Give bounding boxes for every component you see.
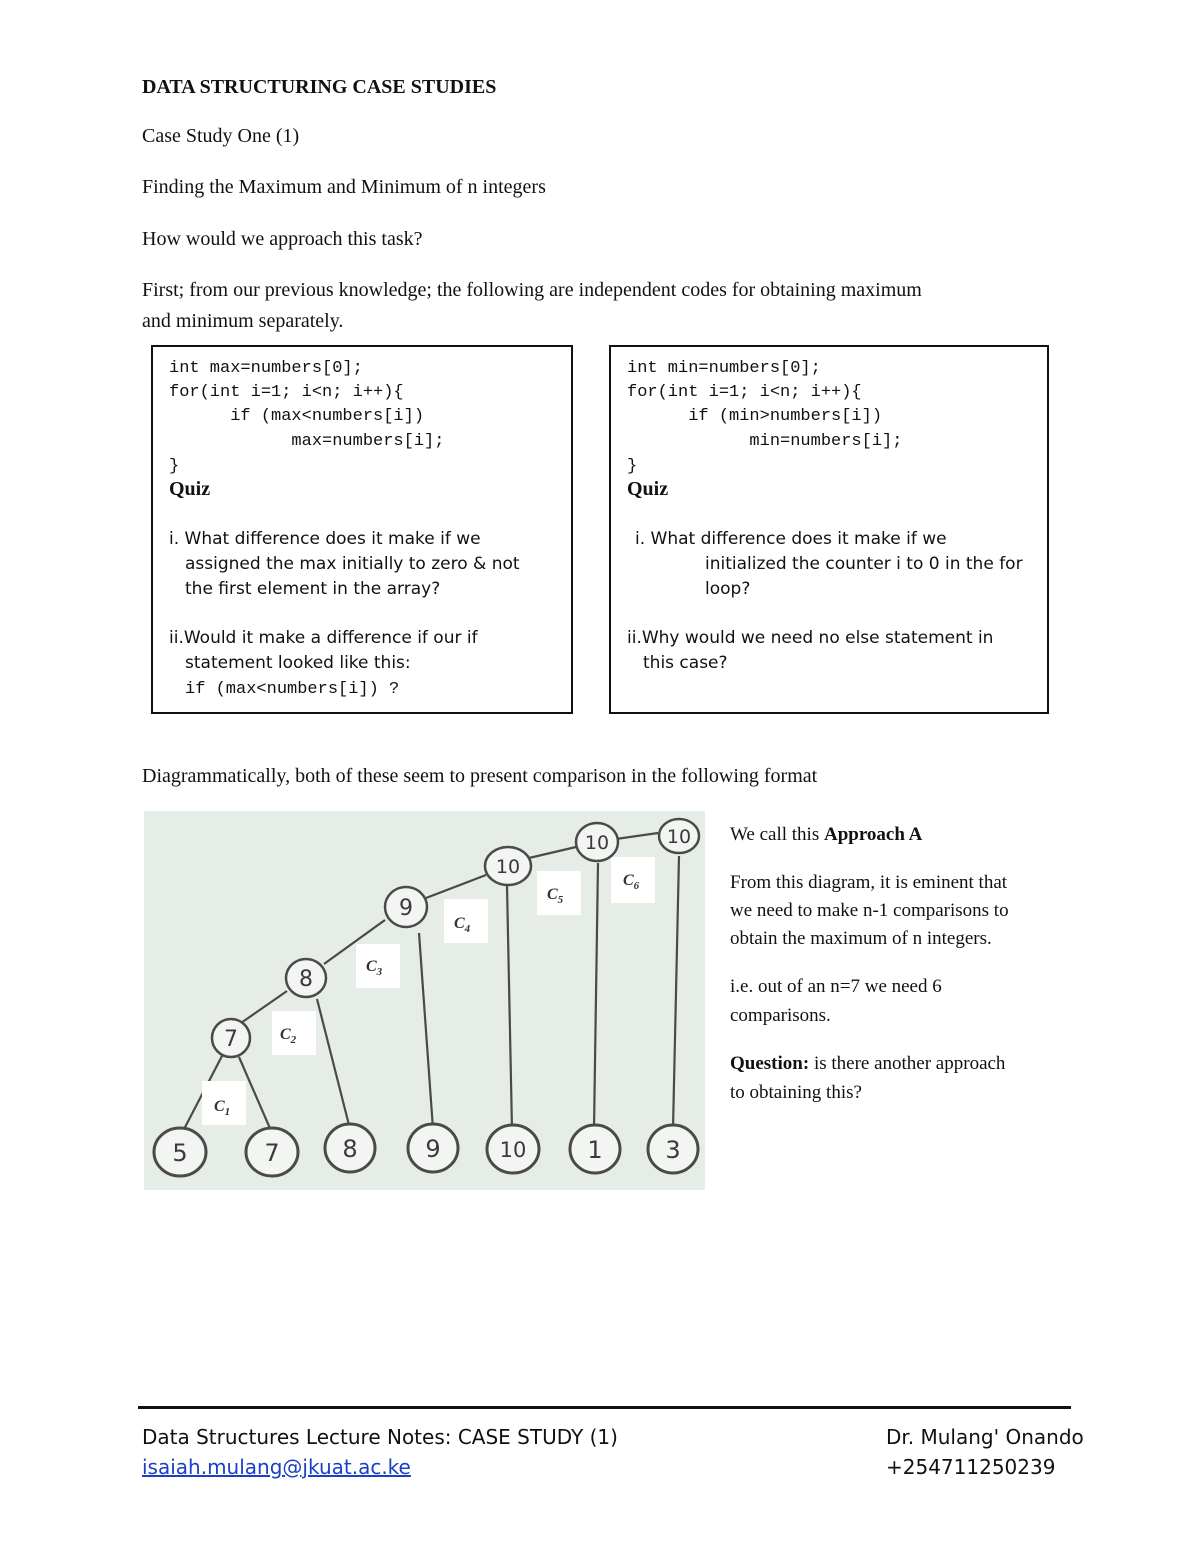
max-code-line-4: max=numbers[i]; bbox=[169, 432, 445, 451]
leaf-node-6-label: 1 bbox=[587, 1136, 603, 1164]
comparison-label-c3: $C_3$ bbox=[366, 958, 383, 978]
chain-node-6-label: 10 bbox=[666, 826, 692, 848]
max-quiz-q2-line1: ii.Would it make a difference if our if bbox=[169, 628, 478, 648]
footer-divider bbox=[138, 1406, 1071, 1409]
min-code-line-5: } bbox=[627, 457, 638, 476]
footer-course-title: Data Structures Lecture Notes: CASE STUDY (1) bbox=[142, 1425, 618, 1449]
question-line-1 bbox=[730, 1050, 1005, 1078]
leaf-node-2-label: 7 bbox=[264, 1139, 280, 1167]
max-quiz-q2-code: if (max<numbers[i]) ? bbox=[185, 680, 400, 699]
topic-line: Finding the Maximum and Minimum of n integers bbox=[142, 176, 546, 198]
c4-label-bg bbox=[444, 899, 488, 943]
approach-name-line bbox=[730, 821, 922, 849]
max-code-line-3: if (max<numbers[i]) bbox=[169, 407, 425, 426]
max-code-line-5: } bbox=[169, 457, 180, 476]
explanation-line-2: we need to make n-1 comparisons to bbox=[730, 900, 1009, 921]
leaf-node-3-label: 8 bbox=[342, 1135, 358, 1163]
leaf-node-1-label: 5 bbox=[172, 1139, 188, 1167]
leaf-node-5-label: 10 bbox=[499, 1138, 527, 1162]
min-code-line-1: int min=numbers[0]; bbox=[627, 359, 821, 378]
min-quiz-heading: Quiz bbox=[627, 478, 669, 500]
comparison-label-c4: $C_4$ bbox=[454, 915, 471, 935]
c5-label-bg bbox=[537, 871, 581, 915]
max-code-line-1: int max=numbers[0]; bbox=[169, 359, 363, 378]
intro-line-1: First; from our previous knowledge; the following are independent codes for obtaining maximum bbox=[142, 279, 922, 301]
question-line-2: to obtaining this? bbox=[730, 1082, 862, 1103]
min-code-line-3: if (min>numbers[i]) bbox=[627, 407, 883, 426]
comparison-tree-diagram bbox=[144, 811, 705, 1190]
comparison-label-c2: $C_2$ bbox=[280, 1026, 297, 1046]
min-quiz-q2-line1: ii.Why would we need no else statement in bbox=[627, 628, 994, 648]
c2-label-bg bbox=[272, 1011, 316, 1055]
min-quiz-q2-line2: this case? bbox=[643, 653, 728, 673]
max-quiz-q1-line1: i. What difference does it make if we bbox=[169, 529, 481, 549]
max-code-box bbox=[151, 345, 573, 714]
max-code-line-2: for(int i=1; i<n; i++){ bbox=[169, 383, 404, 402]
question-text: is there another approach bbox=[809, 1053, 1006, 1074]
min-code-line-2: for(int i=1; i<n; i++){ bbox=[627, 383, 862, 402]
footer-author: Dr. Mulang' Onando bbox=[886, 1425, 1084, 1449]
leaf-node-4-label: 9 bbox=[425, 1135, 441, 1163]
case-study-label: Case Study One (1) bbox=[142, 125, 300, 147]
approach-name: Approach A bbox=[823, 824, 923, 845]
chain-node-1-label: 7 bbox=[224, 1027, 238, 1052]
chain-node-4-label: 10 bbox=[495, 856, 521, 878]
min-quiz-q1-line1: i. What difference does it make if we bbox=[635, 529, 947, 549]
approach-prefix: We call this bbox=[730, 824, 824, 845]
approach-question: How would we approach this task? bbox=[142, 228, 423, 250]
max-quiz-q1-line3: the first element in the array? bbox=[185, 579, 441, 599]
min-quiz-q1-line2: initialized the counter i to 0 in the for bbox=[705, 554, 1023, 574]
footer-phone: +254711250239 bbox=[886, 1455, 1056, 1479]
min-quiz-q1-line3: loop? bbox=[705, 579, 751, 599]
page-heading: DATA STRUCTURING CASE STUDIES bbox=[142, 76, 497, 98]
example-line-1: i.e. out of an n=7 we need 6 bbox=[730, 976, 942, 997]
question-label: Question: bbox=[730, 1053, 810, 1074]
min-code-box bbox=[609, 345, 1049, 714]
intro-line-2: and minimum separately. bbox=[142, 310, 344, 332]
leaf-node-7-label: 3 bbox=[665, 1136, 681, 1164]
max-quiz-q1-line2: assigned the max initially to zero & not bbox=[185, 554, 520, 574]
diagram-caption: Diagrammatically, both of these seem to present comparison in the following format bbox=[142, 765, 818, 787]
max-quiz-q2-line2: statement looked like this: bbox=[185, 653, 411, 673]
comparison-label-c6: $C_6$ bbox=[623, 872, 640, 892]
comparison-label-c1: $C_1$ bbox=[214, 1098, 231, 1118]
explanation-line-1: From this diagram, it is eminent that bbox=[730, 872, 1008, 893]
footer-email-link[interactable]: isaiah.mulang@jkuat.ac.ke bbox=[142, 1455, 411, 1479]
chain-node-3-label: 9 bbox=[399, 896, 413, 921]
explanation-line-3: obtain the maximum of n integers. bbox=[730, 928, 992, 949]
min-code-line-4: min=numbers[i]; bbox=[627, 432, 903, 451]
max-quiz-heading: Quiz bbox=[169, 478, 211, 500]
example-line-2: comparisons. bbox=[730, 1005, 831, 1026]
chain-node-5-label: 10 bbox=[584, 832, 610, 854]
chain-node-2-label: 8 bbox=[299, 967, 313, 992]
comparison-label-c5: $C_5$ bbox=[547, 886, 564, 906]
